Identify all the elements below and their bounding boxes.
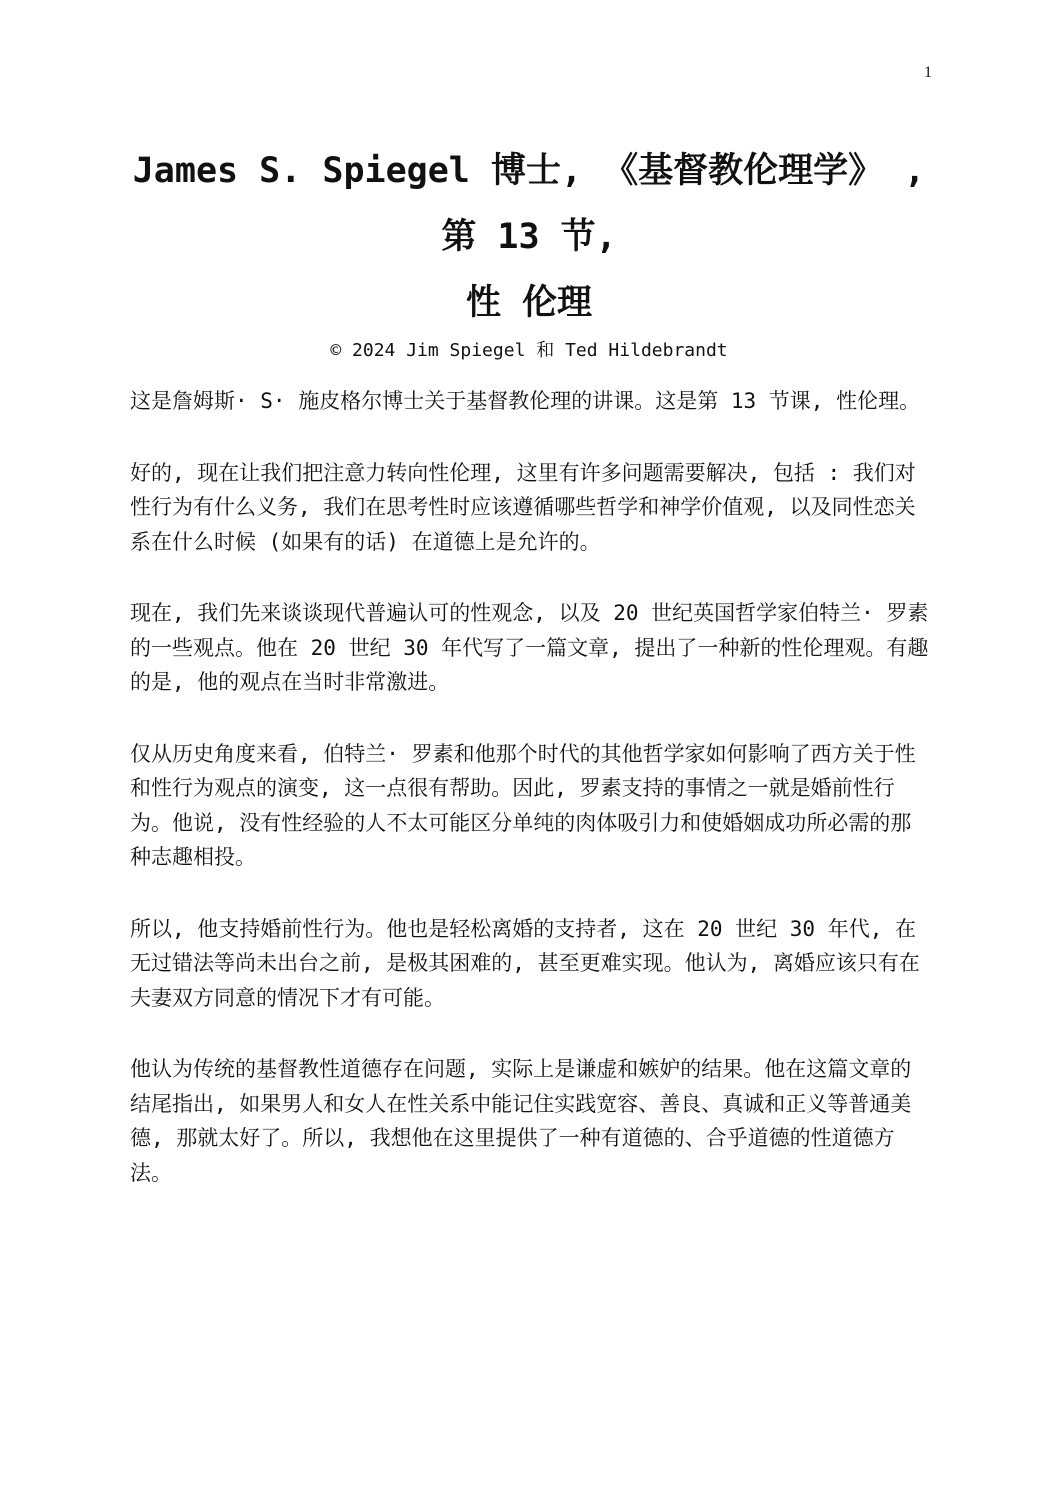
document-header	[0, 138, 1058, 366]
document-body	[130, 384, 930, 1227]
copyright-notice: © 2024 Jim Spiegel 和 Ted Hildebrandt	[330, 340, 728, 361]
document-title-line-2: 第 13 节,	[441, 217, 617, 257]
document-title-line-3: 性 伦理	[465, 283, 593, 323]
paragraph-1: 这是詹姆斯· S· 施皮格尔博士关于基督教伦理的讲课。这是第 13 节课, 性伦理。	[130, 389, 921, 413]
paragraph-2: 好的, 现在让我们把注意力转向性伦理, 这里有许多问题需要解决, 包括 : 我们对性行为有什么义务, 我们在思考性时应该遵循哪些哲学和神学价值观, 以及同性恋关系在什么时候 (如果有的话) 在道德上是允许的。	[130, 460, 916, 554]
paragraph-5: 所以, 他支持婚前性行为。他也是轻松离婚的支持者, 这在 20 世纪 30 年代, 在无过错法等尚未出台之前, 是极其困难的, 甚至更难实现。他认为, 离婚应该只有在夫妻双方同意的情况下才有可能。	[130, 916, 920, 1010]
paragraph-6: 他认为传统的基督教性道德存在问题, 实际上是谦虚和嫉妒的结果。他在这篇文章的结尾指出, 如果男人和女人在性关系中能记住实践宽容、善良、真诚和正义等普通美德, 那就太好了。所以, 我想他在这里提供了一种有道德的、合乎道德的性道德方法。	[130, 1057, 912, 1185]
paragraph-3: 现在, 我们先来谈谈现代普遍认可的性观念, 以及 20 世纪英国哲学家伯特兰· 罗素的一些观点。他在 20 世纪 30 年代写了一篇文章, 提出了一种新的性伦理观。有趣的是, 他的观点在当时非常激进。	[130, 601, 929, 694]
document-title-line-1: James S. Spiegel 博士, 《基督教伦理学》 ,	[132, 151, 926, 191]
page-number: 1	[924, 64, 932, 81]
paragraph-4: 仅从历史角度来看, 伯特兰· 罗素和他那个时代的其他哲学家如何影响了西方关于性和性行为观点的演变, 这一点很有帮助。因此, 罗素支持的事情之一就是婚前性行为。他说, 没有性经验的人不太可能区分单纯的肉体吸引力和使婚姻成功所必需的那种志趣相投。	[130, 741, 916, 869]
